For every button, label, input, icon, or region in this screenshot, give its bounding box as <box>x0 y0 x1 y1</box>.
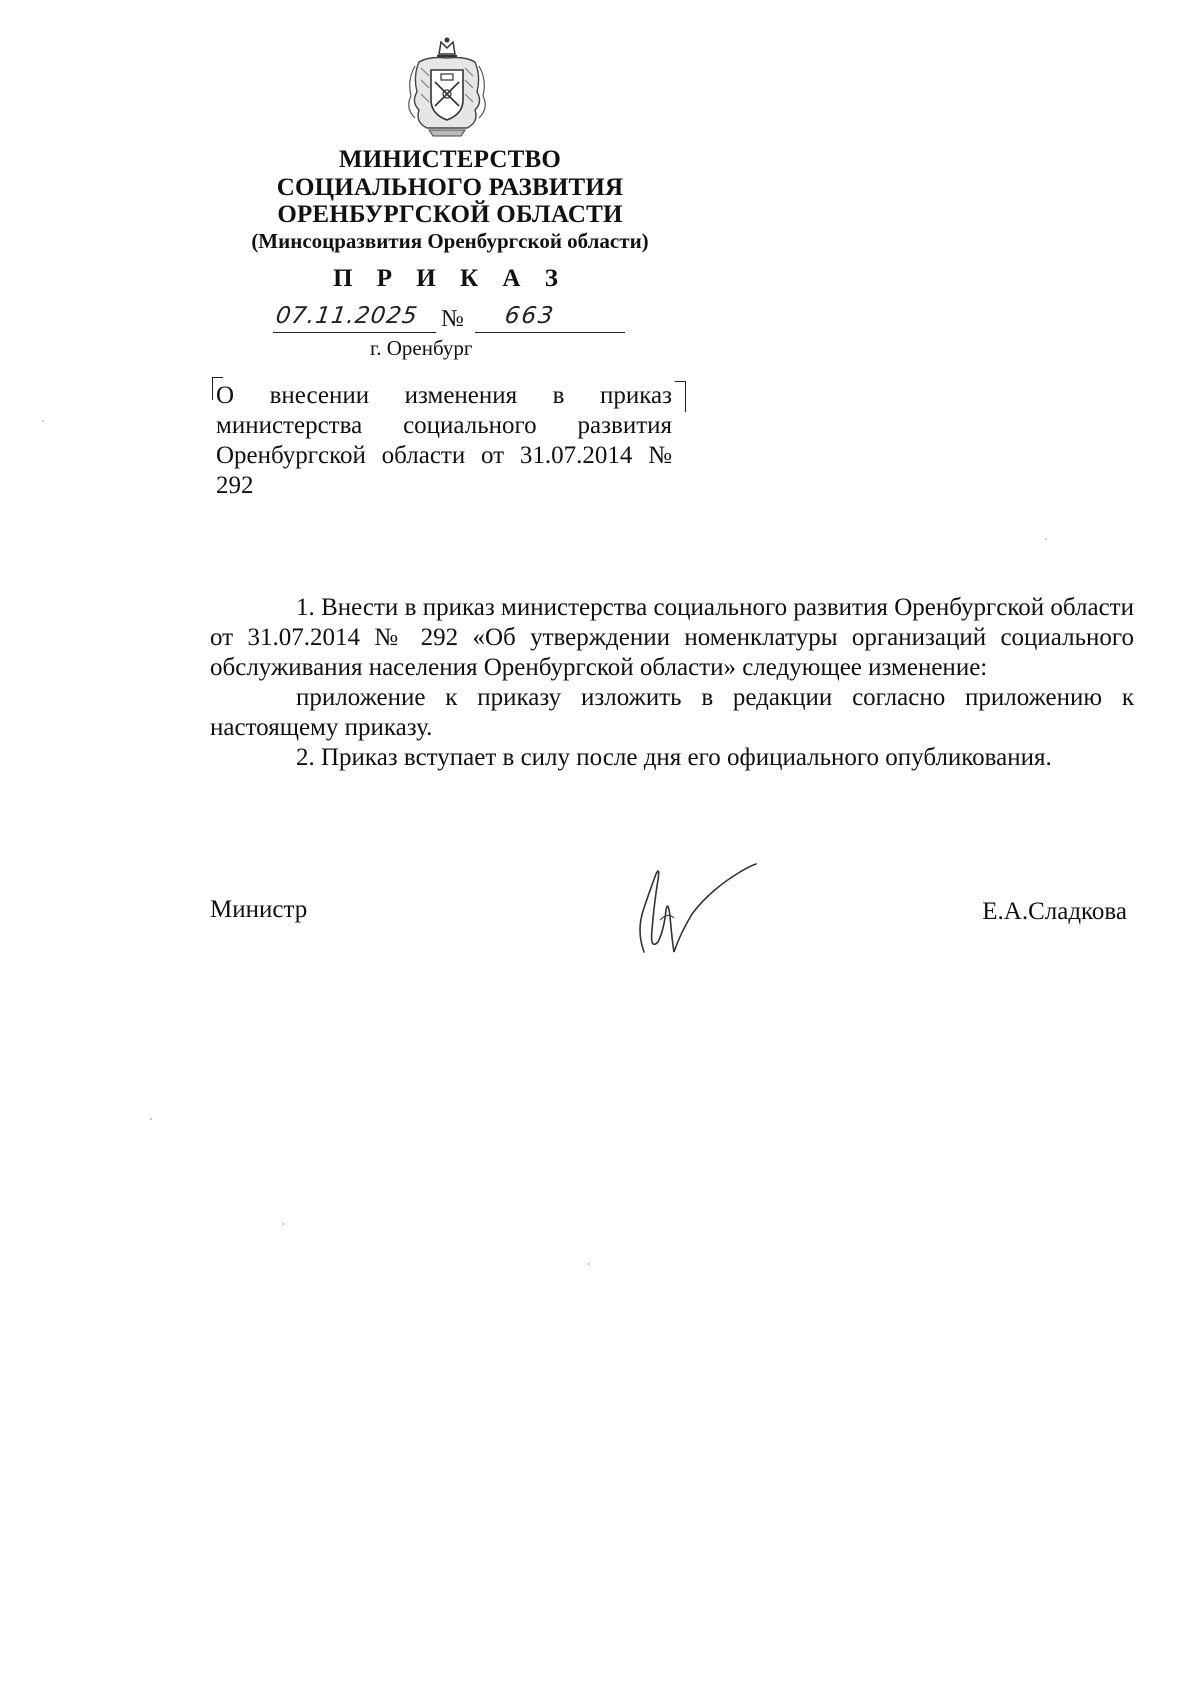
scan-speck <box>150 1118 152 1120</box>
city-name: г. Оренбург <box>370 336 473 360</box>
scan-speck <box>42 420 44 422</box>
ministry-name-line-2: СОЦИАЛЬНОГО РАЗВИТИЯ <box>276 174 624 201</box>
order-number-handwritten: 663 <box>503 303 557 329</box>
number-sign: № <box>441 306 464 332</box>
subject-bracket-right <box>675 381 686 412</box>
ministry-name-line-1: МИНИСТЕРСТВО <box>338 146 562 173</box>
order-body <box>210 593 1134 773</box>
signatory-name: Е.А.Сладкова <box>982 898 1127 925</box>
body-paragraph-3: 2. Приказ вступает в силу после дня его официального опубликования. <box>296 744 1052 771</box>
order-subject: О внесении изменения в приказ министерства социального развития Оренбургской области от 31.07.2014 № 292 <box>216 382 672 499</box>
ministry-short-name: (Минсоцразвития Оренбургской области) <box>251 229 649 253</box>
number-underline <box>475 332 625 333</box>
body-paragraph-1: 1. Внести в приказ министерства социального развития Оренбургской области от 31.07.2014 № 292 «Об утверждении номенклатуры организаций социального обслуживания населения Оренбургской области» следующее изменение: <box>210 594 1134 681</box>
coat-of-arms-emblem <box>405 36 489 138</box>
scan-speck <box>588 1263 590 1265</box>
order-date-handwritten: 07.11.2025 <box>274 303 420 329</box>
signatory-position: Министр <box>210 896 308 923</box>
body-paragraph-2: приложение к приказу изложить в редакции согласно приложению к настоящему приказу. <box>210 684 1134 741</box>
document-type-title: П Р И К А З <box>333 265 567 292</box>
date-underline <box>273 332 436 333</box>
scan-speck <box>1045 538 1047 540</box>
scan-speck <box>282 1223 284 1225</box>
ministry-name-line-3: ОРЕНБУРГСКОЙ ОБЛАСТИ <box>277 201 623 228</box>
handwritten-signature <box>630 860 770 960</box>
